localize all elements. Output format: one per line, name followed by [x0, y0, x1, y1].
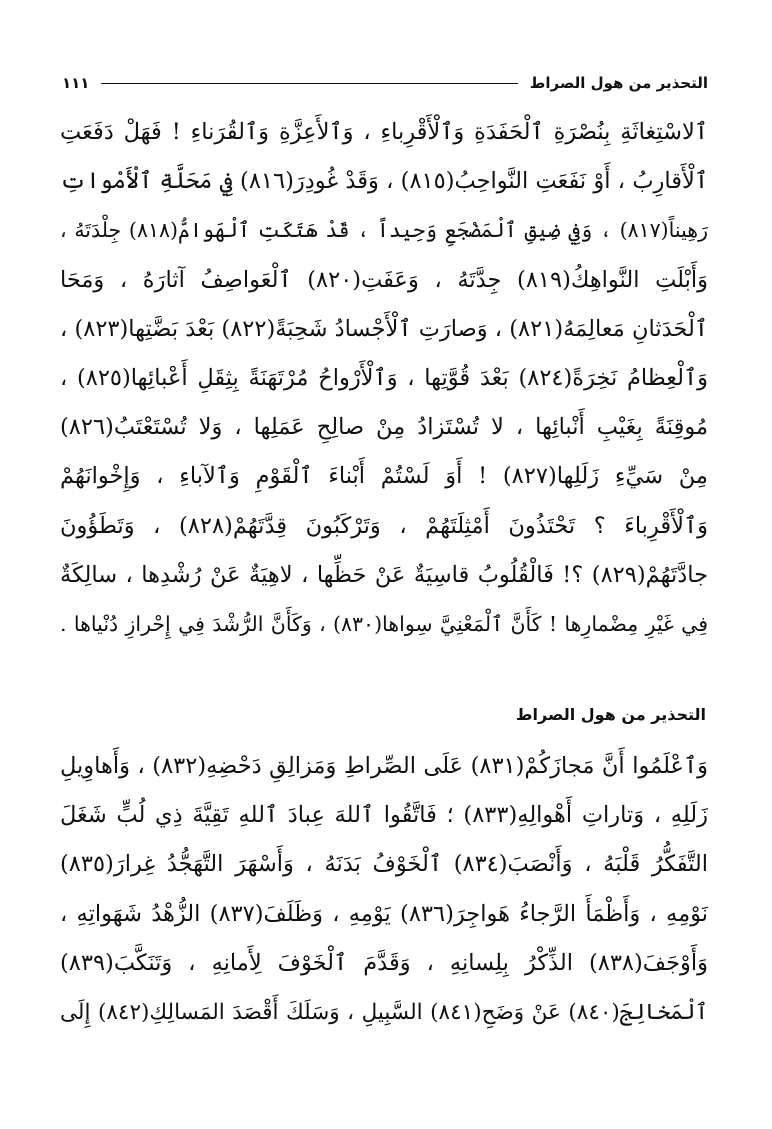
running-title: التحذير من هول الصراط — [529, 74, 708, 92]
paragraph-2 — [60, 742, 708, 1037]
text-line: وَأَبْلَتِ النَّواهِكُ(٨١٩) جِدَّتَهُ ، وَعَفَتِ(٨٢٠) ٱلْعَواصِفُ آثارَهُ ، وَمَحَا — [60, 266, 708, 293]
text-line: ٱلْمَخالِجَ(٨٤٠) عَنْ وَضَحِ(٨٤١) السَّبِيلِ ، وَسَلَكَ أَقْصَدَ المَسالِكِ(٨٤٢) إِلَى — [60, 999, 708, 1025]
text-line: فِي غَيْرِ مِضْمارِها ! كَأَنَّ ٱلْمَعْنِيَّ سِواها(٨٣٠) ، وَكَأَنَّ الرُّشْدَ فِي إِحْرازِ دُنْياها . — [60, 611, 708, 636]
text-line: نَوْمِهِ ، وَأَظْمَأَ الرَّجاءُ هَواجِرَ(٨٣٦) يَوْمِهِ ، وَظَلَفَ(٨٣٧) الزُّهْدُ شَهَواتِهِ ، — [60, 900, 708, 927]
text-line: وَأَوْجَفَ(٨٣٨) الذِّكْرُ بِلِسانِهِ ، وَقَدَّمَ ٱلْخَوْفَ لِأَمانِهِ ، وَتَنَكَّبَ(٨٣٩) — [60, 949, 708, 976]
text-line: جادَّتَهُمْ(٨٢٩) ؟! فَالْقُلُوبُ قاسِيَةٌ عَنْ حَظِّها ، لاهِيَةٌ عَنْ رُشْدِها ، سالِكَةٌ — [60, 561, 708, 588]
text-line: مِنْ سَيِّءِ زَلَلِها(٨٢٧) ! أَوَ لَسْتُمْ أَبْناءَ ٱلْقَوْمِ وَٱلآباءِ ، وَإِخْوانَهُمْ — [60, 463, 708, 490]
section-heading: التحذير من هول الصراط — [515, 705, 706, 724]
text-line: ٱلْأَقارِبُ ، أَوْ نَفَعَتِ النَّواحِبُ(٨١٥) ، وَقَدْ غُودِرَ(٨١٦) فِي مَحَلَّةِ ٱلْأَمْواتِ — [60, 168, 708, 195]
page-number: ١١١ — [62, 74, 90, 92]
text-line: وَٱعْلَمُوا أَنَّ مَجازَكُمْ(٨٣١) عَلَى الصِّراطِ وَمَزالِقِ دَحْضِهِ(٨٣٢) ، وَأَهاوِيلِ — [60, 753, 708, 779]
text-line: ٱلْحَدَثانِ مَعالِمَهُ(٨٢١) ، وَصارَتِ ٱلْأَجْسادُ شَحِبَةً(٨٢٢) بَعْدَ بَضَّتِها(٨٢٣) ، — [60, 315, 708, 342]
text-line: التَّفَكُّرُ قَلْبَهُ ، وَأَنْصَبَ(٨٣٤) ٱلْخَوْفُ بَدَنَهُ ، وَأَسْهَرَ التَّهَجُّدُ غِرارَ(٨٣٥) — [60, 851, 708, 878]
text-line: مُوقِنَةً بِغَيْبِ أَنْبائِها ، لا تُسْتَزادُ مِنْ صالِحِ عَمَلِها ، وَلا تُسْتَعْتَبُ(٨٢٦) — [60, 414, 708, 441]
text-line: ٱلاسْتِغاثَةِ بِنُصْرَةِ ٱلْحَفَدَةِ وَٱلْأَقْرِباءِ ، وَٱلأَعِزَّةِ وَٱلقُرَناءِ ! فَهَلْ دَفَعَتِ — [60, 119, 708, 145]
text-line: رَهِيناً(٨١٧) ، وَفِي ضِيقِ ٱلْمَضْجَعِ وَحِيداً ، قَدْ هَتَكَتِ ٱلْهَوامُّ(٨١٨) جِلْدَتَهُ ، — [60, 218, 708, 243]
text-line: زَلَلِهِ ، وَتاراتِ أَهْوالِهِ(٨٣٣) ؛ فَاتَّقُوا ٱللهَ عِبادَ ٱللهِ تَقِيَّةَ ذِي لُبٍّ شَغَلَ — [60, 802, 708, 829]
text-line: وَٱلْأَقْرِباءَ ؟ تَحْتَذُونَ أَمْثِلَتَهُمْ ، وَتَرْكَبُونَ قِدَّتَهُمْ(٨٢٨) ، وَتَطَؤُونَ — [60, 512, 708, 539]
running-header — [62, 68, 708, 98]
header-rule — [101, 83, 517, 84]
paragraph-1 — [60, 108, 708, 649]
text-line: وَٱلْعِظامُ نَخِرَةً(٨٢٤) بَعْدَ قُوَّتِها ، وَٱلْأَرْواحُ مُرْتَهَنَةً بِثِقَلِ أَعْبائِها(٨٢٥) ، — [60, 364, 708, 391]
